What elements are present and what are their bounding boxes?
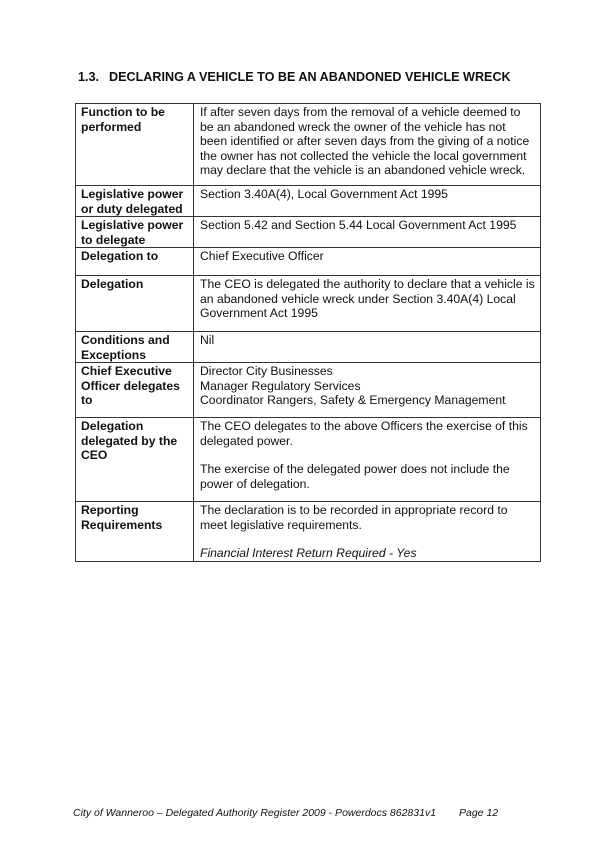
row-value <box>194 104 541 186</box>
row-value <box>194 217 541 248</box>
table-row-reporting <box>76 502 541 562</box>
table-row-legislative-power <box>76 186 541 217</box>
table-row-delegation <box>76 276 541 332</box>
section-title: DECLARING A VEHICLE TO BE AN ABANDONED VEHICLE WRECK <box>109 70 511 84</box>
table-row-delegation-to <box>76 248 541 276</box>
row-label: Delegation to <box>76 248 194 276</box>
table-row-conditions <box>76 332 541 363</box>
row-paragraph: The CEO delegates to the above Officers the exercise of this delegated power. <box>200 419 528 448</box>
row-value <box>194 276 541 332</box>
row-label: Reporting Requirements <box>76 502 194 562</box>
row-value <box>194 248 541 276</box>
row-paragraph: If after seven days from the removal of a vehicle deemed to be an abandoned wreck the owner of the vehicle has not been identified or after seven days from the giving of a notice the owner has not collected the vehicle the local government may declare that the vehicle is an abandoned vehicle wreck. <box>200 105 530 177</box>
row-value <box>194 186 541 217</box>
table-row-delegated-by-ceo <box>76 418 541 502</box>
delegate-line: Director City Businesses <box>200 364 333 378</box>
row-label: Delegation <box>76 276 194 332</box>
row-paragraph: Chief Executive Officer <box>200 249 324 263</box>
row-value <box>194 418 541 502</box>
row-value <box>194 502 541 562</box>
row-paragraph: Nil <box>200 333 215 347</box>
row-label: Delegation delegated by the CEO <box>76 418 194 502</box>
row-value <box>194 332 541 363</box>
row-paragraph: The declaration is to be recorded in appropriate record to meet legislative requirements. <box>200 503 508 532</box>
financial-interest-note: Financial Interest Return Required - Yes <box>200 546 417 560</box>
row-label: Legislative power or duty delegated <box>76 186 194 217</box>
page-footer <box>73 807 499 819</box>
row-paragraph: The exercise of the delegated power does not include the power of delegation. <box>200 462 510 491</box>
row-label: Chief Executive Officer delegates to <box>76 363 194 418</box>
section-number: 1.3. <box>78 70 100 84</box>
table-row-function <box>76 104 541 186</box>
row-value <box>194 363 541 418</box>
row-paragraph: Section 5.42 and Section 5.44 Local Government Act 1995 <box>200 218 517 232</box>
delegate-line: Coordinator Rangers, Safety & Emergency Management <box>200 393 506 407</box>
table-row-ceo-delegates <box>76 363 541 418</box>
delegate-line: Manager Regulatory Services <box>200 378 361 393</box>
table-row-legislative-delegate <box>76 217 541 248</box>
footer-text: City of Wanneroo – Delegated Authority Register 2009 - Powerdocs 862831v1 <box>73 807 437 819</box>
row-label: Legislative power to delegate <box>76 217 194 248</box>
row-paragraph: The CEO is delegated the authority to declare that a vehicle is an abandoned vehicle wreck under Section 3.40A(4) Local Government Act 1995 <box>200 277 535 320</box>
row-paragraph: Section 3.40A(4), Local Government Act 1995 <box>200 187 448 201</box>
page-number: Page 12 <box>459 807 499 819</box>
row-label: Function to be performed <box>76 104 194 186</box>
delegation-table <box>75 103 541 562</box>
row-label: Conditions and Exceptions <box>76 332 194 363</box>
section-heading <box>78 70 511 84</box>
